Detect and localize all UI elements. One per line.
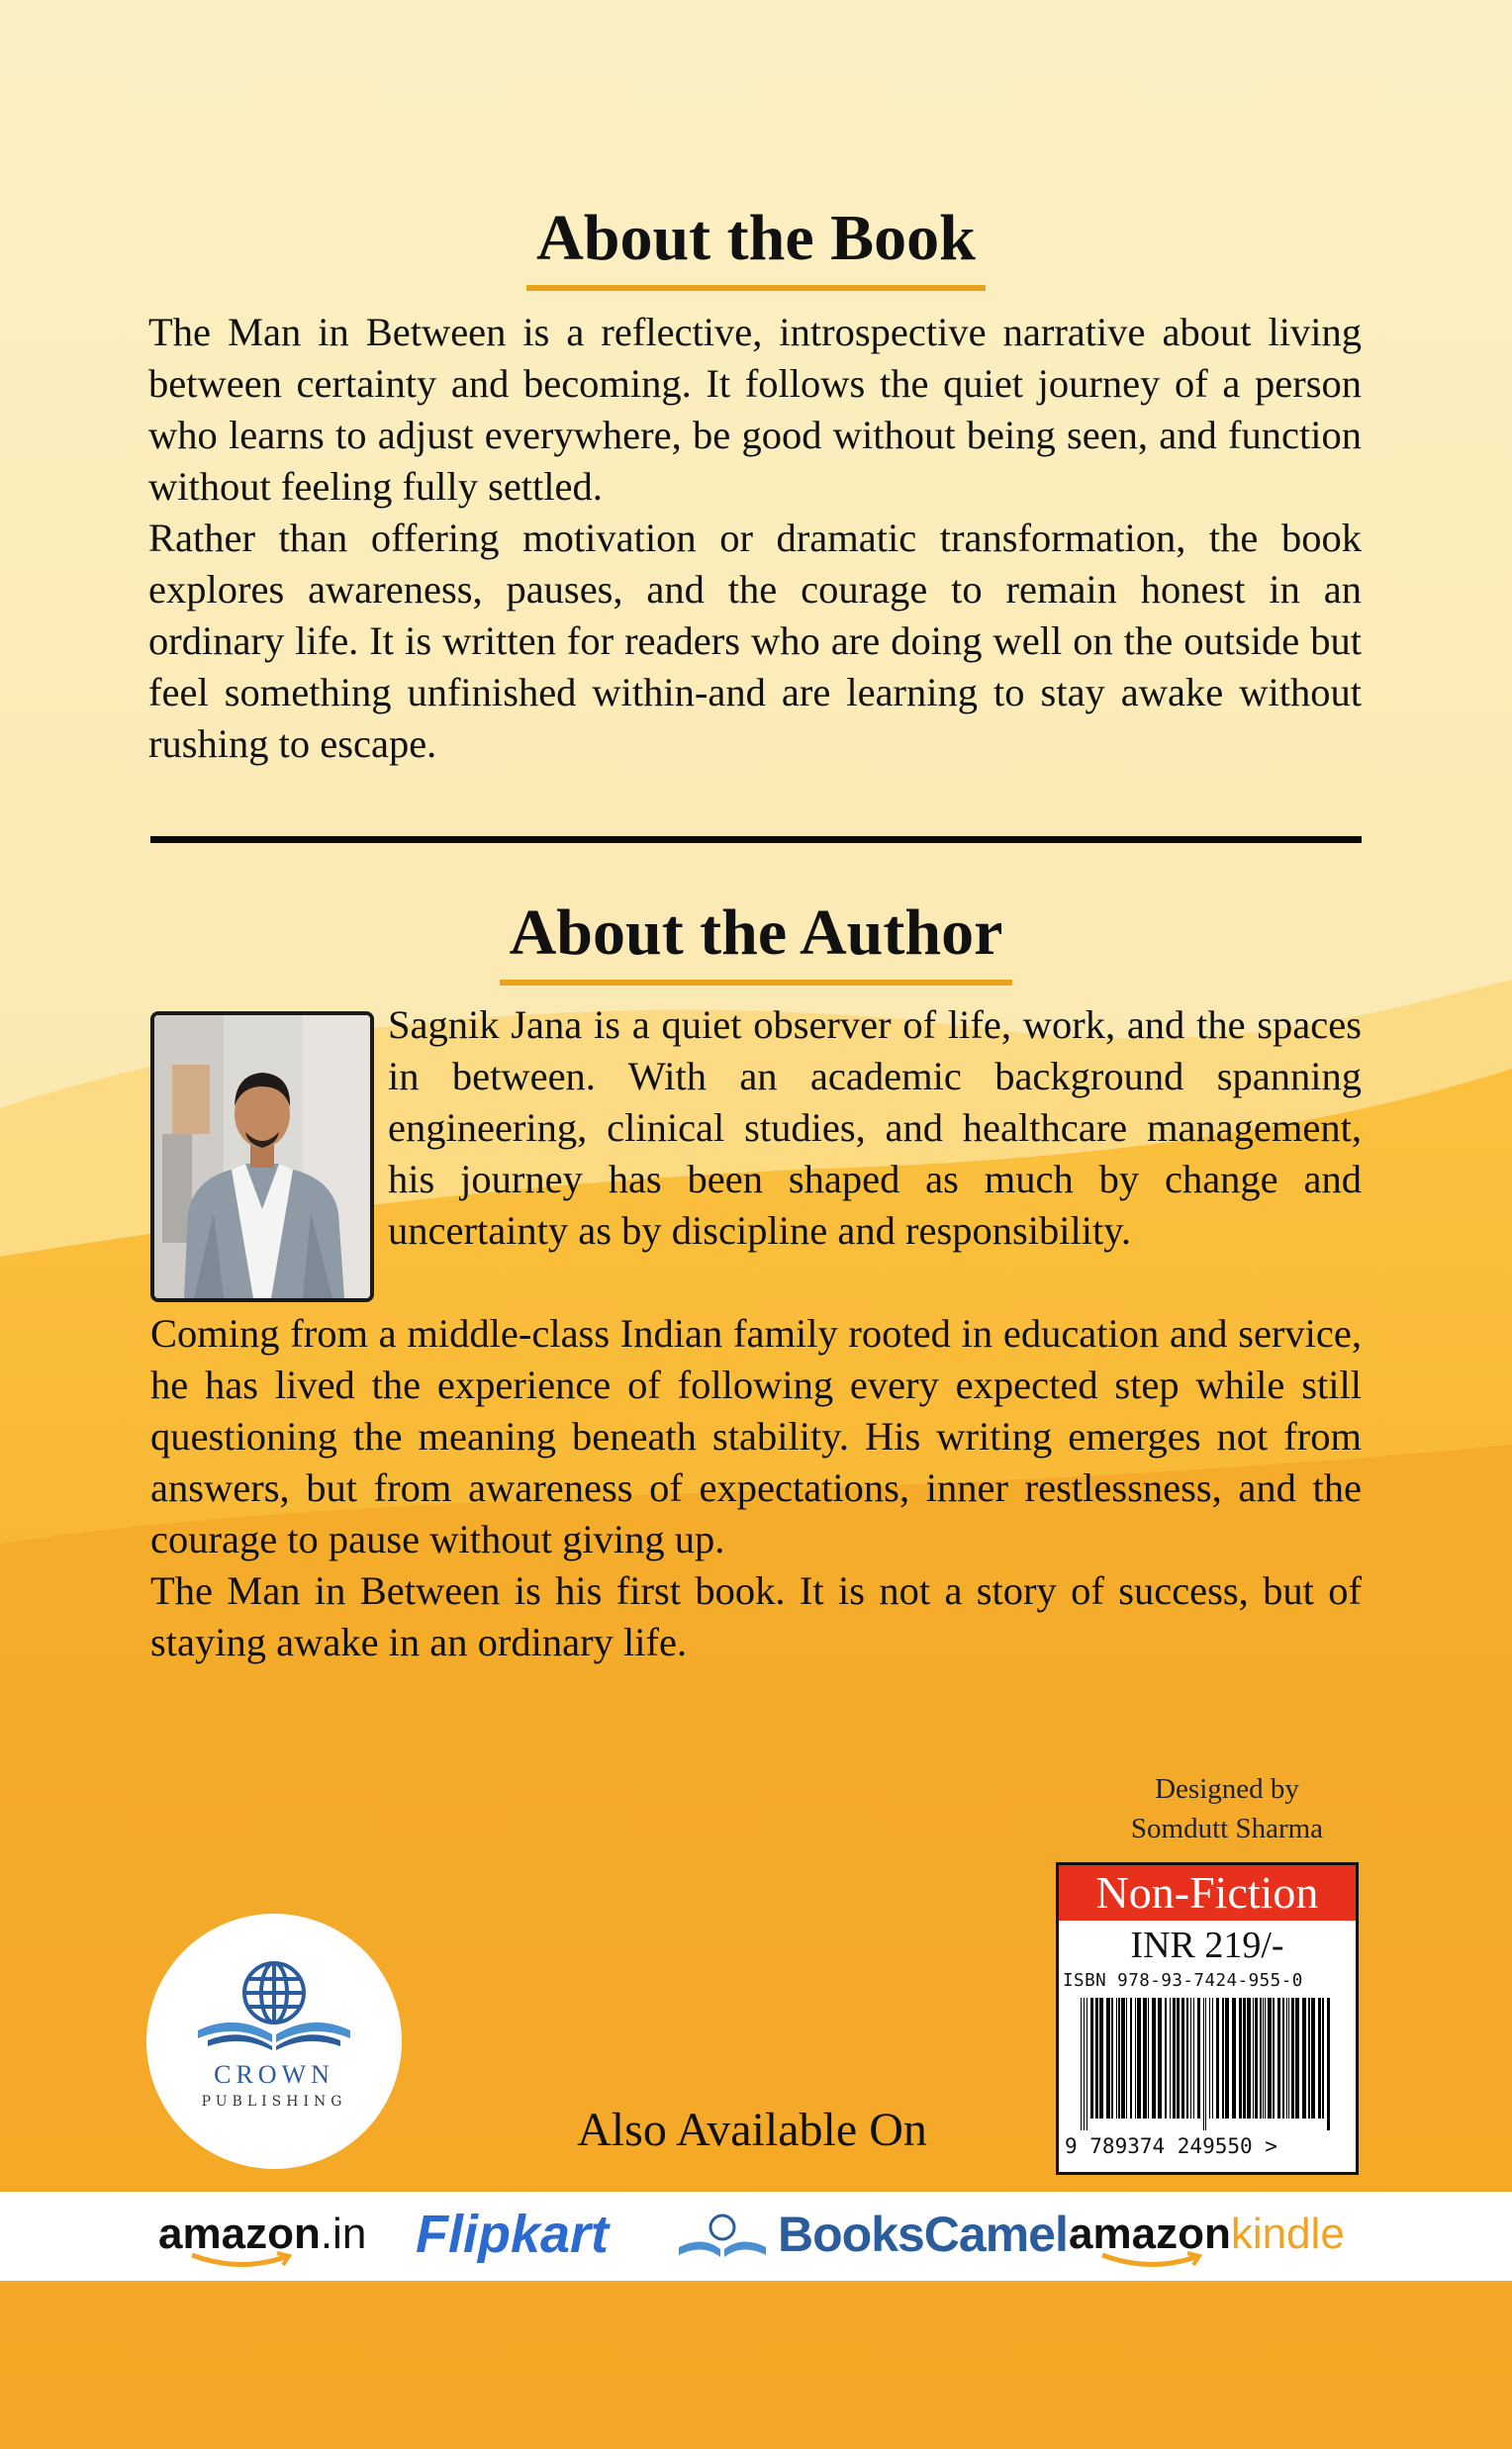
author-bio-text xyxy=(150,1308,1362,1668)
barcode-bar xyxy=(1318,1998,1321,2119)
barcode-bar xyxy=(1295,1998,1299,2119)
barcode-bar xyxy=(1106,1998,1110,2119)
barcode-bar xyxy=(1327,1998,1330,2130)
barcode-bar xyxy=(1260,1998,1262,2119)
isbn-label: ISBN 978-93-7424-955-0 xyxy=(1063,1971,1303,1991)
also-available-heading: Also Available On xyxy=(577,2104,927,2156)
barcode-bar xyxy=(1111,1998,1113,2119)
amazon-kindle-logo[interactable]: amazonkindle xyxy=(1069,2192,1345,2281)
about-book-heading: About the Book xyxy=(0,206,1512,291)
about-book-paragraph: Rather than offering motivation or dramatic transformation, the book explores awareness, pauses, and the courage to remain honest in an ordinary life. It is written for readers who are doing well on the outside but feel something unfinished within-and are learning to stay awake without rushing to escape. xyxy=(148,516,1362,766)
barcode-bar xyxy=(1173,1998,1176,2119)
bookscamel-book-icon xyxy=(673,2208,772,2267)
barcode-bar xyxy=(1193,1998,1194,2119)
section-divider xyxy=(150,836,1362,843)
barcode-bar xyxy=(1273,1998,1275,2119)
amazon-smile-icon xyxy=(188,2251,297,2271)
designer-credit-name: Somdutt Sharma xyxy=(1130,1813,1324,1844)
barcode-bar xyxy=(1135,1998,1136,2119)
barcode-bar xyxy=(1126,1998,1127,2119)
barcode-bar xyxy=(1302,1998,1306,2119)
genre-label: Non-Fiction xyxy=(1059,1865,1356,1921)
about-book-text xyxy=(148,307,1362,770)
barcode-bar xyxy=(1288,1998,1289,2119)
barcode-bar xyxy=(1099,1998,1103,2119)
author-bio-paragraph: Coming from a middle-class Indian family rooted in education and service, he has lived the experience of following every expected step while still questioning the meaning beneath stability. His writing emerges not from answers, but from awareness of expectations, inner restlessness, and the courage to pause without giving up. xyxy=(150,1311,1362,1561)
barcode-bar xyxy=(1225,1998,1229,2119)
barcode-bar xyxy=(1286,1998,1287,2119)
publisher-logo xyxy=(146,1914,402,2169)
store-logos-bar xyxy=(0,2192,1512,2281)
barcode-digits: 9 789374 249550 > xyxy=(1065,2134,1277,2158)
about-book-paragraph: The Man in Between is a reflective, introspective narrative about living between certainty and becoming. It follows the quiet journey of a person who learns to adjust everywhere, be good without being seen, and function without feeling fully settled. xyxy=(148,310,1362,509)
barcode-bar xyxy=(1203,1998,1204,2130)
price-label: INR 219/- xyxy=(1130,1925,1284,1966)
amazon-in-logo[interactable]: amazon.in xyxy=(158,2192,366,2281)
barcode-bar xyxy=(1158,1998,1162,2119)
publisher-name: CROWN xyxy=(214,2060,334,2089)
barcode-bar xyxy=(1118,1998,1120,2119)
barcode-bar xyxy=(1277,1998,1280,2119)
barcode-bar xyxy=(1181,1998,1184,2119)
author-photo xyxy=(150,1011,374,1302)
barcode-bar xyxy=(1137,1998,1141,2119)
barcode-bar xyxy=(1116,1998,1117,2119)
barcode-bar xyxy=(1212,1998,1213,2119)
barcode-bar xyxy=(1243,1998,1246,2119)
barcode-bar xyxy=(1177,1998,1180,2119)
barcode-bar xyxy=(1311,1998,1315,2119)
about-author-heading: About the Author xyxy=(0,900,1512,986)
flipkart-logo[interactable]: Flipkart xyxy=(416,2205,610,2264)
barcode-bar xyxy=(1170,1998,1171,2119)
kindle-smile-icon xyxy=(1098,2251,1207,2271)
barcode-bar xyxy=(1255,1998,1258,2119)
author-intro-text xyxy=(388,999,1362,1257)
barcode-bar xyxy=(1247,1998,1251,2119)
barcode-bar xyxy=(1205,1998,1206,2130)
barcode-bar xyxy=(1308,1998,1310,2119)
barcode-bar xyxy=(1291,1998,1294,2119)
barcode-bar xyxy=(1121,1998,1125,2119)
author-bio-paragraph: The Man in Between is his first book. It is not a story of success, but of staying awake in an ordinary life. xyxy=(150,1568,1362,1664)
barcode-bar xyxy=(1130,1998,1132,2119)
barcode-bar xyxy=(1239,1998,1242,2119)
barcode-bar xyxy=(1090,1998,1093,2119)
designer-credit-label: Designed by xyxy=(1155,1773,1299,1805)
barcode-bar xyxy=(1190,1998,1191,2119)
barcode-bar xyxy=(1152,1998,1156,2119)
bookscamel-logo[interactable]: BooksCamel xyxy=(778,2207,1068,2262)
barcode-bar xyxy=(1209,1998,1210,2119)
barcode-bar xyxy=(1197,1998,1200,2119)
barcode-bar xyxy=(1222,1998,1224,2119)
author-intro-paragraph: Sagnik Jana is a quiet observer of life, work, and the spaces in between. With an academic background spanning engineering, clinical studies, and healthcare management, his journey has been shaped as much by change and uncertainty as by discipline and responsibility. xyxy=(388,1002,1362,1253)
barcode-bar xyxy=(1095,1998,1098,2119)
barcode-bar xyxy=(1216,1998,1219,2119)
barcode-bar xyxy=(1165,1998,1167,2119)
barcode-bar xyxy=(1265,1998,1266,2119)
barcode-bar xyxy=(1253,1998,1254,2119)
barcode-bar xyxy=(1148,1998,1149,2119)
publisher-tagline: PUBLISHING xyxy=(201,2094,347,2110)
barcode-bar xyxy=(1143,1998,1147,2119)
globe-book-icon xyxy=(146,1914,402,2062)
barcode-bar xyxy=(1268,1998,1272,2119)
barcode-bar xyxy=(1232,1998,1236,2119)
barcode-bar xyxy=(1186,1998,1188,2119)
isbn-barcode xyxy=(1081,1998,1334,2130)
barcode-bar xyxy=(1322,1998,1324,2119)
barcode-bar xyxy=(1282,1998,1284,2119)
barcode-bar xyxy=(1263,1998,1264,2119)
